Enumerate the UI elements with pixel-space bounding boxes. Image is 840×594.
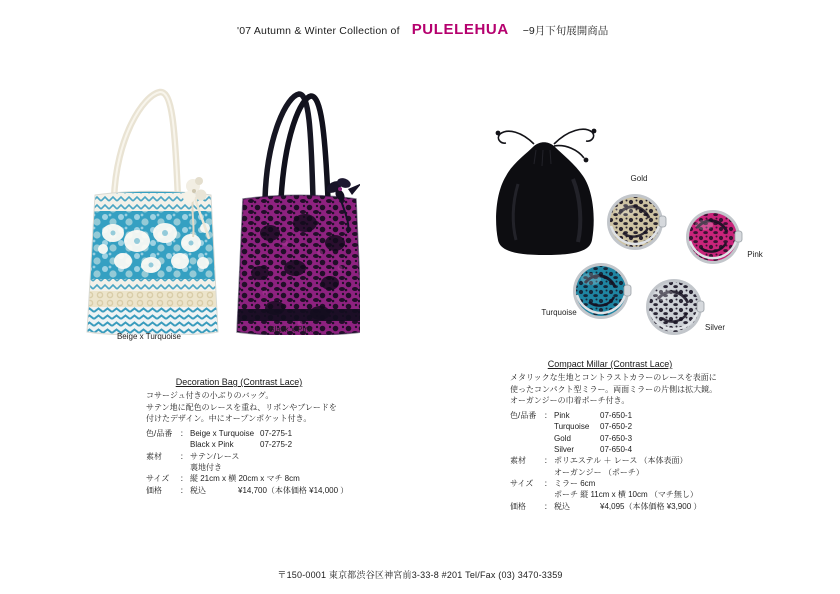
spec-colon: ：	[180, 451, 188, 461]
spec-col2: 07-650-4	[600, 445, 633, 455]
spec-col1: ポーチ 縦 11cm x 横 10cm （マチ無し）	[554, 490, 698, 500]
product-title: Decoration Bag (Contrast Lace)	[175, 377, 303, 387]
spec-size	[510, 478, 760, 501]
spec-row	[190, 451, 260, 462]
spec-label: サイズ	[510, 478, 534, 488]
mirror-color-label-gold: Gold	[630, 174, 648, 183]
spec-col1: Pink	[554, 411, 570, 421]
pouch-graphic	[496, 129, 597, 255]
spec-col1: Turquoise	[554, 422, 590, 432]
spec-colon: ：	[544, 411, 552, 421]
product-title: Compact Millar (Contrast Lace)	[547, 359, 673, 369]
spec-col1: Black x Pink	[190, 440, 234, 450]
spec-col2: 07-275-1	[260, 429, 293, 439]
spec-color-number	[146, 428, 332, 451]
brand-logo: PULELEHUA	[411, 21, 509, 38]
mirror-color-label-pink: Pink	[747, 250, 763, 259]
spec-col2: 07-650-1	[600, 411, 633, 421]
spec-col2: 07-275-2	[260, 440, 293, 450]
spec-label: サイズ	[146, 474, 170, 484]
spec-material	[146, 451, 332, 474]
product-description	[510, 372, 760, 406]
spec-material	[510, 455, 760, 478]
spec-label: 素材	[510, 456, 526, 466]
spec-row	[190, 462, 260, 473]
spec-label: 色/品番	[510, 411, 537, 421]
spec-colon: ：	[544, 478, 552, 488]
collection-title: '07 Autumn & Winter Collection of	[237, 25, 400, 37]
bag-color-label-black: Black x Pink	[269, 325, 313, 334]
release-note: −9月下旬展開商品	[522, 25, 609, 37]
bag-product-section	[146, 377, 349, 496]
mirror-clasp	[624, 285, 631, 296]
spec-col1: 裏地付き	[190, 463, 222, 473]
product-description	[146, 390, 337, 424]
spec-price	[146, 485, 349, 496]
bag-strap	[281, 96, 328, 199]
bag-color-label-beige: Beige x Turquoise	[116, 332, 182, 341]
spec-row	[190, 439, 292, 450]
mirror-color-label-silver: Silver	[704, 323, 725, 332]
spec-colon: ：	[180, 474, 188, 484]
spec-col1: 税込	[190, 485, 206, 495]
spec-size	[146, 473, 332, 484]
spec-row	[554, 478, 698, 489]
page-header	[237, 21, 608, 38]
spec-colon: ：	[544, 501, 552, 511]
spec-col2: 07-650-3	[600, 433, 633, 443]
footer-address: 〒150-0001 東京都渋谷区神宮前3-33-8 #201 Tel/Fax (03) 3470-3359	[277, 570, 563, 580]
description-line: 付けたデザイン。中にオープンポケット付き。	[146, 413, 312, 423]
description-line: コサージュ付きの小ぶりのバッグ。	[146, 391, 274, 401]
mirror-product-section	[510, 359, 760, 512]
spec-row	[554, 444, 632, 455]
spec-colon: ：	[544, 456, 552, 466]
spec-row	[554, 455, 688, 466]
drawstring	[554, 129, 594, 144]
spec-row	[554, 489, 698, 500]
spec-label: 色/品番	[146, 429, 173, 439]
product-specs	[146, 428, 349, 496]
spec-row	[190, 428, 292, 439]
spec-row	[190, 485, 348, 496]
spec-color-number	[510, 410, 760, 455]
spec-col1: 縦 21cm x 横 20cm x マチ 8cm	[190, 474, 300, 484]
spec-col1: Silver	[554, 445, 575, 455]
spec-row	[190, 473, 300, 484]
spec-row	[554, 501, 701, 512]
spec-label: 価格	[510, 501, 526, 511]
spec-col1: Beige x Turquoise	[190, 429, 255, 439]
spec-row	[554, 467, 688, 478]
spec-price	[510, 501, 760, 512]
description-line: メタリックな生地とコントラストカラーのレースを表面に	[510, 373, 717, 383]
product-specs	[510, 410, 760, 512]
spec-row	[554, 410, 632, 421]
drawstring	[498, 131, 534, 144]
description-line: オーガンジーの巾着ポーチ付き。	[510, 395, 630, 405]
mirror-gold-graphic	[607, 194, 666, 250]
spec-col2: 07-650-2	[600, 422, 633, 432]
spec-row	[554, 433, 632, 444]
spec-col2: ¥4,095（本体価格 ¥3,900 ）	[600, 501, 702, 511]
mirror-color-label-turquoise: Turquoise	[541, 308, 577, 317]
spec-row	[554, 421, 632, 432]
spec-col2: ¥14,700（本体価格 ¥14,000 ）	[238, 485, 349, 495]
spec-col1: ミラー 6cm	[554, 478, 596, 488]
mirror-clasp	[659, 216, 666, 227]
black-bag-graphic	[235, 94, 360, 335]
bag-photo-illustration	[85, 83, 360, 335]
mirror-clasp	[697, 301, 704, 312]
spec-label: 素材	[146, 451, 162, 461]
description-line: 使ったコンパクト型ミラー。両面ミラーの片側は拡大鏡。	[510, 384, 718, 394]
spec-col1: サテン/レース	[190, 451, 240, 461]
description-line: サテン地に配色のレースを重ね、リボンやブレードを	[146, 402, 337, 412]
mirror-clasp	[735, 231, 742, 242]
spec-col1: ポリエステル ＋ レース （本体表面）	[554, 456, 688, 466]
spec-colon: ：	[180, 485, 188, 495]
spec-col1: オーガンジー （ポーチ）	[554, 467, 644, 477]
spec-col1: Gold	[554, 433, 571, 443]
spec-col1: 税込	[554, 501, 570, 511]
spec-label: 価格	[146, 485, 162, 495]
spec-colon: ：	[180, 429, 188, 439]
beige-bag-graphic	[85, 92, 225, 335]
mirror-photo-illustration	[478, 118, 778, 340]
